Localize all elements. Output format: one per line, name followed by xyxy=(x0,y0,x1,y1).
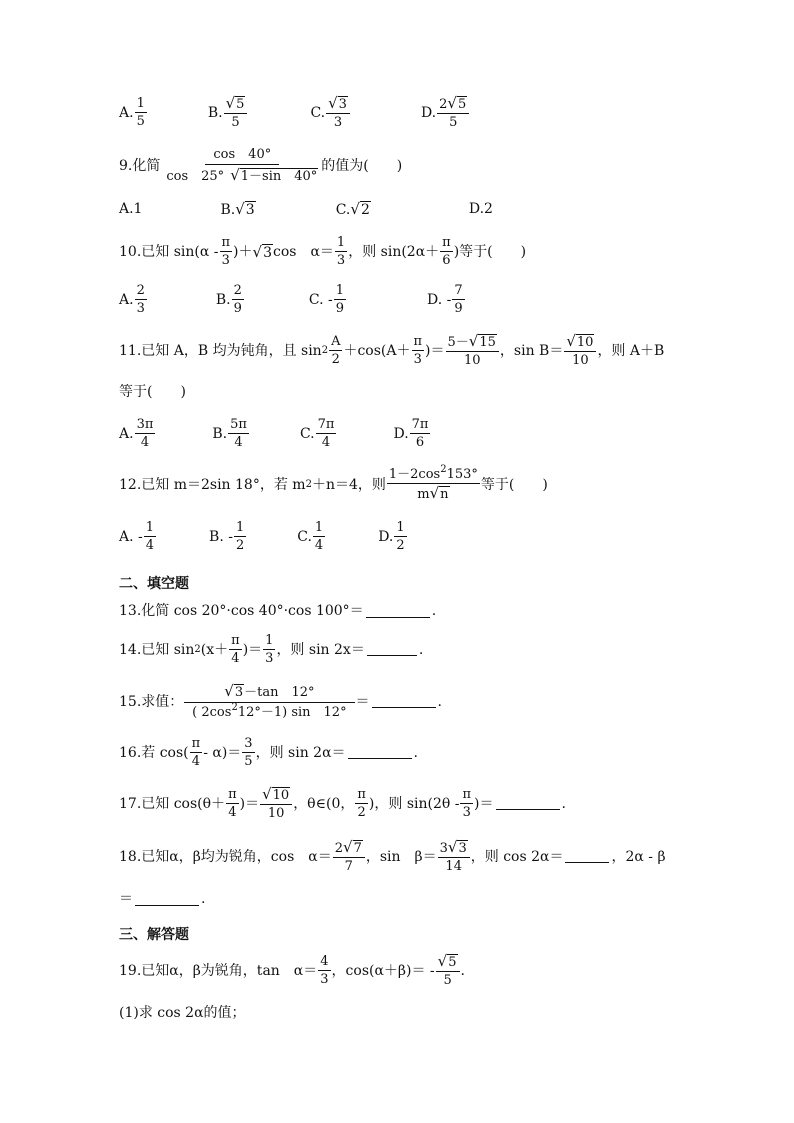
fraction: π 4 xyxy=(191,736,201,769)
question-19-part1: (1)求 cos 2α的值； xyxy=(119,1005,246,1021)
question-12: 12.已知 m＝2sin 18°，若 m 2 ＋n＝4，则 $1-2\cos^2153^\circ$ m √ n 等于( ) xyxy=(119,464,548,502)
answer-blank[interactable] xyxy=(348,746,412,759)
question-13: 13.化简 cos 20°·cos 40°·cos 100°＝ . xyxy=(119,603,437,619)
q9-option-b: B. √ 3 xyxy=(220,200,255,218)
fraction: 1 3 xyxy=(336,235,346,268)
q9-option-d: D.2 xyxy=(468,201,493,217)
question-14: 14.已知 sin 2 (x＋ π 4 )＝ 1 3 ，则 sin 2x＝ . xyxy=(119,633,424,666)
question-19: 19.已知α，β为锐角，tan α＝ 4 3 ，cos(α＋β)＝ - √ 5 5 . xyxy=(119,952,465,988)
fraction: π 2 xyxy=(357,787,366,820)
q11-options xyxy=(119,418,431,449)
q10-option-c: C. - 1 9 xyxy=(308,283,344,316)
fraction: 1 3 xyxy=(265,633,274,666)
q10-option-b: B. 2 9 xyxy=(215,283,242,316)
q11-option-c: C. 7π 4 xyxy=(299,417,335,450)
q10-option-a: A. 2 3 xyxy=(119,283,145,316)
answer-blank[interactable] xyxy=(372,695,436,708)
answer-blank[interactable] xyxy=(367,643,417,656)
q12-option-d: D. 1 2 xyxy=(378,520,405,553)
fraction: π 3 xyxy=(462,787,472,820)
fraction: 3 5 xyxy=(244,736,253,769)
q10-options xyxy=(119,284,466,315)
question-16: 16.若 cos( π 4 - α)＝ 3 5 ，则 sin 2α＝ . xyxy=(119,736,418,769)
fraction: $1-2\cos^2153^\circ$ m √ n xyxy=(388,464,478,502)
fraction: √ 10 10 xyxy=(260,787,292,820)
question-9: 9.化简 cos 40° cos 25° √ 1－sin 40° 的值为( ) xyxy=(119,147,403,184)
question-17: 17.已知 cos(θ＋ π 4 )＝ √ 10 10 ，θ∈(0， π 2 )，则 sin(2θ - π 3 )＝ . xyxy=(119,785,566,821)
fraction: cos 40° cos 25° √ 1－sin 40° xyxy=(166,147,318,184)
question-10: 10.已知 sin(α - π 3 )＋ √ 3 cos α＝ 1 3 ，则 sin(2α＋ π 6 )等于( ) xyxy=(119,235,527,268)
q12-option-c: C. 1 4 xyxy=(297,520,324,553)
q9-options xyxy=(119,201,493,217)
fraction: √ 3 3 xyxy=(326,96,350,129)
section-heading-fill-blank: 二、填空题 xyxy=(119,576,189,592)
fraction: π 6 xyxy=(442,235,451,268)
q8-option-a: A. 1 5 xyxy=(119,96,145,129)
fraction: 2 √ 5 5 xyxy=(437,96,469,129)
fraction: π 3 xyxy=(413,334,423,367)
answer-blank[interactable] xyxy=(135,893,199,906)
question-11: 11.已知 A，B 均为钝角，且 sin 2 A 2 ＋cos(A＋ π 3 )＝ 5－ √ 15 10 ，sin B＝ √ 10 10 ，则 A＋B xyxy=(119,332,665,368)
q11-option-d: D. 7π 6 xyxy=(393,417,429,450)
fraction: 2 √ 7 7 xyxy=(333,840,365,873)
fraction: √ 5 5 xyxy=(436,954,460,987)
section-heading-answer: 三、解答题 xyxy=(119,927,189,943)
fraction: A 2 xyxy=(331,334,341,367)
fraction: π 4 xyxy=(228,787,237,820)
fraction: √ 5 5 xyxy=(224,96,248,129)
question-18-line2: ＝ . xyxy=(119,891,206,907)
fraction: 5－ √ 15 10 xyxy=(446,334,499,367)
fraction: 4 3 xyxy=(320,954,329,987)
question-15: 15.求值： √ 3 －tan 12° ( $2\cos^212^\circ-1$) sin 12° ＝ . xyxy=(119,682,442,720)
fraction: 3 √ 3 14 xyxy=(438,840,470,873)
fraction: √ 3 －tan 12° ( $2\cos^212^\circ-1$) sin 12° xyxy=(184,684,354,719)
q8-option-c: C. √ 3 3 xyxy=(310,96,351,129)
q11-option-b: B. 5π 4 xyxy=(212,417,247,450)
q9-option-c: C. √ 2 xyxy=(335,200,370,218)
question-11-line2: 等于( ) xyxy=(119,384,186,400)
q8-option-d: D. 2 √ 5 5 xyxy=(421,96,470,129)
fraction: π 3 xyxy=(221,235,231,268)
q12-options xyxy=(119,521,408,552)
q10-option-d: D. - 7 9 xyxy=(427,283,463,316)
question-18: 18.已知α，β均为锐角，cos α＝ 2 √ 7 7 ，sin β＝ 3 √ 3 14 ，则 cos 2α＝ ，2α - β xyxy=(119,838,666,874)
fraction: 1 5 xyxy=(136,96,145,129)
q12-option-b: B. - 1 2 xyxy=(209,520,245,553)
q8-options xyxy=(119,96,470,129)
answer-blank[interactable] xyxy=(366,605,430,618)
answer-blank[interactable] xyxy=(496,797,560,810)
q9-option-a: A.1 xyxy=(119,201,143,217)
fraction: √ 10 10 xyxy=(564,334,596,367)
answer-blank[interactable] xyxy=(565,850,609,863)
q12-option-a: A. - 1 4 xyxy=(119,520,155,553)
q8-option-b: B. √ 5 5 xyxy=(208,96,249,129)
q11-option-a: A. 3π 4 xyxy=(119,417,154,450)
fraction: π 4 xyxy=(231,633,240,666)
